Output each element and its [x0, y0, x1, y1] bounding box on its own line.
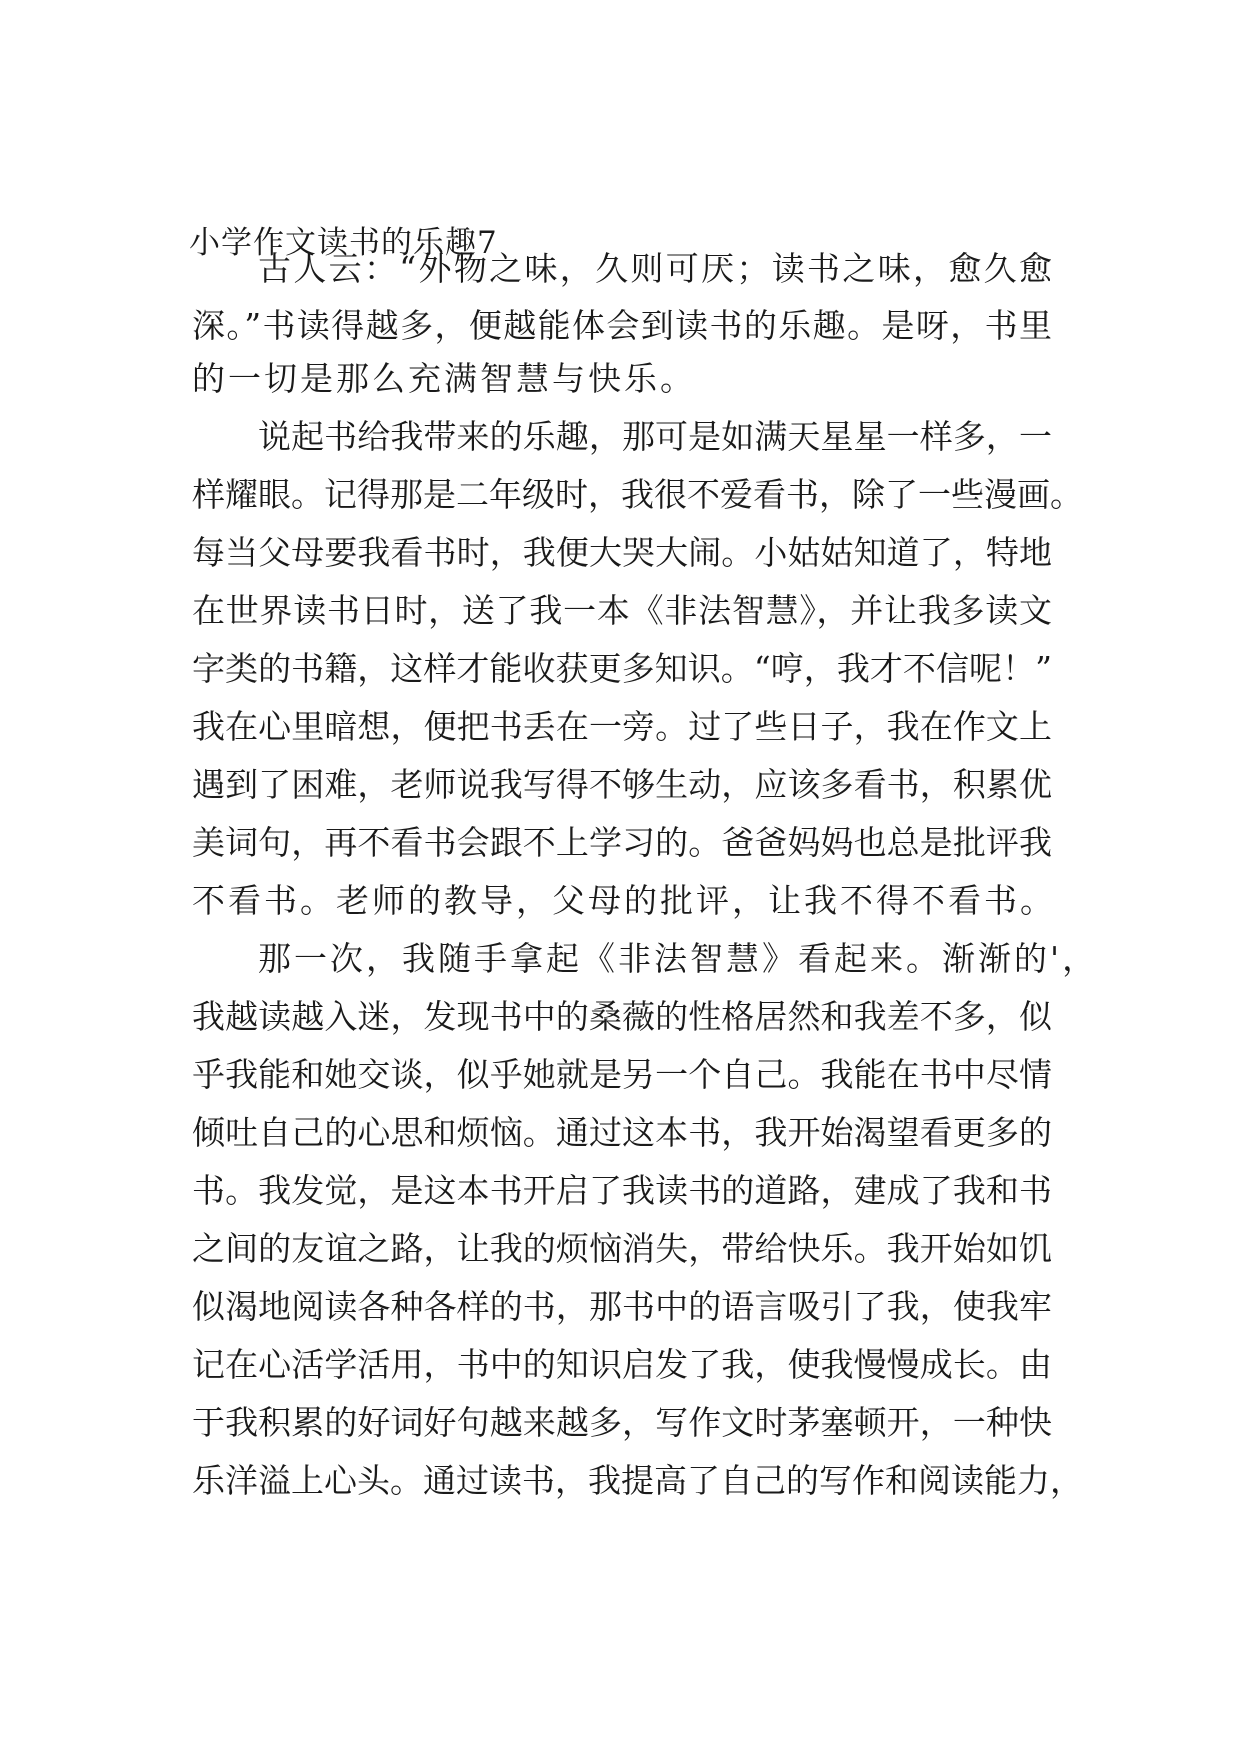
text-line: 字类的书籍，这样才能收获更多知识。“哼，我才不信呢！” [192, 649, 1052, 688]
text-line: 遇到了困难，老师说我写得不够生动，应该多看书，积累优 [192, 765, 1052, 804]
text-line: 在世界读书日时，送了我一本《非法智慧》，并让我多读文 [192, 591, 1052, 630]
text-line: 美词句，再不看书会跟不上学习的。爸爸妈妈也总是批评我 [192, 823, 1052, 862]
text-line: 我越读越入迷，发现书中的桑薇的性格居然和我差不多，似 [192, 997, 1052, 1036]
text-line: 说起书给我带来的乐趣，那可是如满天星星一样多，一 [258, 417, 1052, 456]
text-line: 我在心里暗想，便把书丢在一旁。过了些日子，我在作文上 [192, 707, 1052, 746]
text-line: 古人云：“外物之味，久则可厌；读书之味，愈久愈 [258, 249, 1052, 288]
text-line: 乎我能和她交谈，似乎她就是另一个自己。我能在书中尽情 [192, 1055, 1052, 1094]
text-line: 的一切是那么充满智慧与快乐。 [192, 359, 696, 398]
text-line: 深。”书读得越多，便越能体会到读书的乐趣。是呀，书里 [192, 306, 1052, 345]
text-line: 似渴地阅读各种各样的书，那书中的语言吸引了我，使我牢 [192, 1287, 1052, 1326]
text-line: 每当父母要我看书时，我便大哭大闹。小姑姑知道了，特地 [192, 533, 1052, 572]
text-line: 那一次，我随手拿起《非法智慧》看起来。渐渐的'， [258, 939, 1099, 978]
text-line: 于我积累的好词好句越来越多，写作文时茅塞顿开，一种快 [192, 1403, 1052, 1442]
document-title: 小学作文读书的乐趣7 [189, 225, 498, 261]
text-line: 书。我发觉，是这本书开启了我读书的道路，建成了我和书 [192, 1171, 1052, 1210]
text-line: 记在心活学活用，书中的知识启发了我，使我慢慢成长。由 [192, 1345, 1052, 1384]
text-line: 之间的友谊之路，让我的烦恼消失，带给快乐。我开始如饥 [192, 1229, 1052, 1268]
text-line: 倾吐自己的心思和烦恼。通过这本书，我开始渴望看更多的 [192, 1113, 1052, 1152]
text-line: 样耀眼。记得那是二年级时，我很不爱看书，除了一些漫画。 [192, 475, 1083, 514]
text-line: 乐洋溢上心头。通过读书，我提高了自己的写作和阅读能力， [192, 1461, 1083, 1500]
text-line: 不看书。老师的教导，父母的批评，让我不得不看书。 [192, 881, 1056, 920]
